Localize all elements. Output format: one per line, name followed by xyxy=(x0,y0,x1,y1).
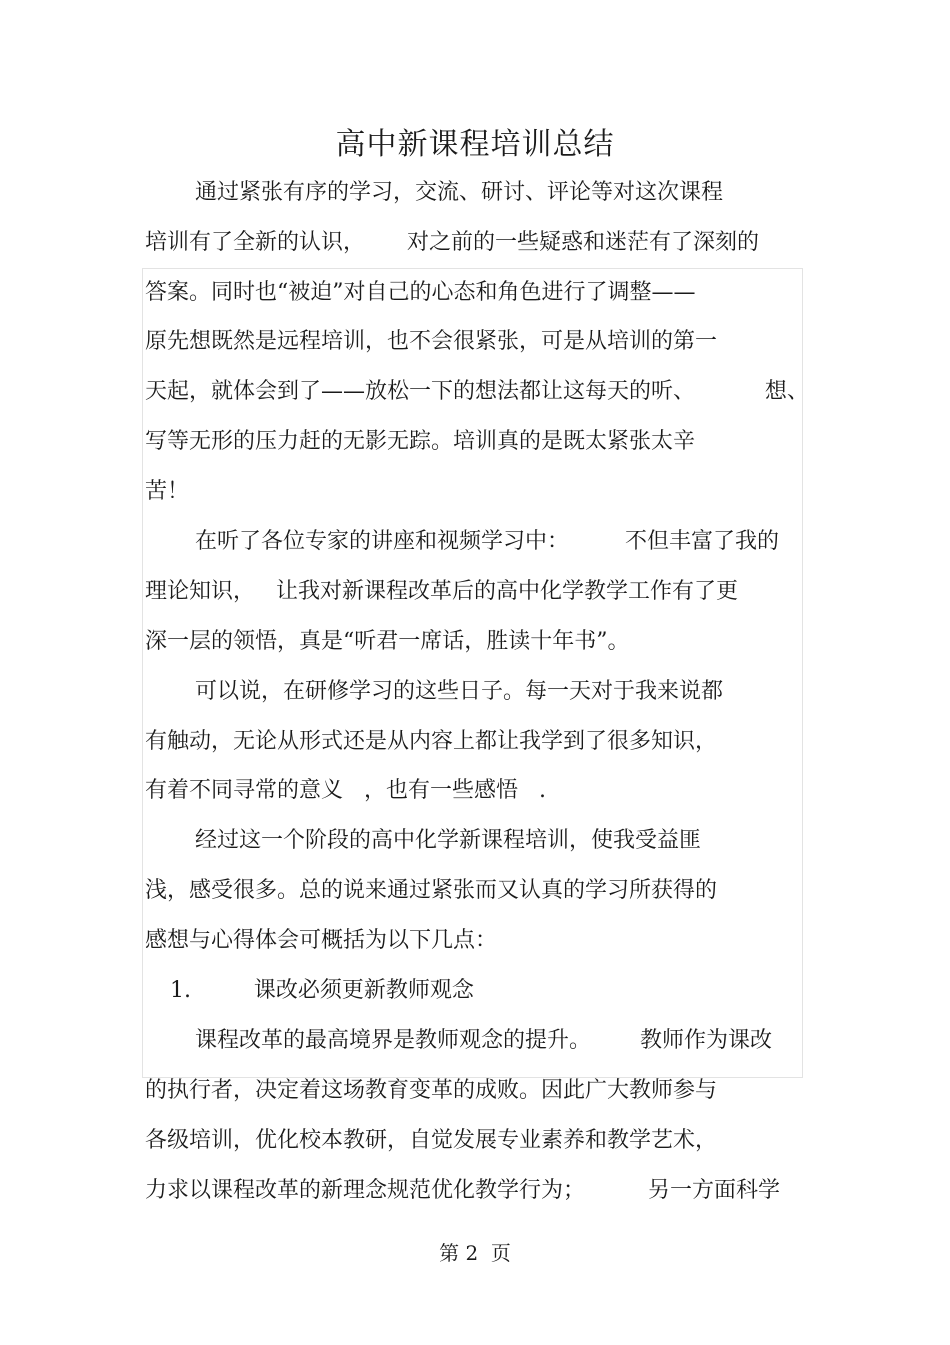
text-line-9: 理论知识， 让我对新课程改革后的高中化学教学工作有了更 xyxy=(145,579,738,604)
text-line-4: 原先想既然是远程培训，也不会很紧张，可是从培训的第一 xyxy=(145,329,718,354)
text-line-1: 通过紧张有序的学习，交流、研讨、评论等对这次课程 xyxy=(195,180,724,205)
section-heading-1: 1. 课改必须更新教师观念 xyxy=(170,978,474,1003)
text-line-3: 答案。同时也“被迫”对自己的心态和角色进行了调整—— xyxy=(145,280,696,305)
text-line-8: 在听了各位专家的讲座和视频学习中： 不但丰富了我的 xyxy=(195,529,779,554)
text-line-7: 苦！ xyxy=(145,479,190,504)
text-line-15: 浅，感受很多。总的说来通过紧张而又认真的学习所获得的 xyxy=(145,878,718,903)
text-line-12: 有触动，无论从形式还是从内容上都让我学到了很多知识， xyxy=(145,729,718,754)
text-line-14: 经过这一个阶段的高中化学新课程培训，使我受益匪 xyxy=(195,828,702,853)
text-line-16: 感想与心得体会可概括为以下几点： xyxy=(145,928,498,953)
text-line-2: 培训有了全新的认识， 对之前的一些疑惑和迷茫有了深刻的 xyxy=(145,230,759,255)
text-line-6: 写等无形的压力赶的无影无踪。培训真的是既太紧张太辛 xyxy=(145,429,696,454)
document-title: 高中新课程培训总结 xyxy=(335,127,615,162)
text-line-11: 可以说，在研修学习的这些日子。每一天对于我来说都 xyxy=(195,679,724,704)
text-line-18: 课程改革的最高境界是教师观念的提升。 教师作为课改 xyxy=(195,1028,772,1053)
text-line-5: 天起，就体会到了——放松一下的想法都让这每天的听、 想、 xyxy=(145,379,809,404)
text-line-20: 各级培训，优化校本教研，自觉发展专业素养和教学艺术， xyxy=(145,1128,718,1153)
text-line-13: 有着不同寻常的意义 ，也有一些感悟 . xyxy=(145,778,546,803)
text-line-10: 深一层的领悟，真是“听君一席话，胜读十年书”。 xyxy=(145,629,630,654)
text-line-19: 的执行者，决定着这场教育变革的成败。因此广大教师参与 xyxy=(145,1078,718,1103)
page-number: 第 2 页 xyxy=(439,1241,511,1265)
text-line-21: 力求以课程改革的新理念规范优化教学行为； 另一方面科学 xyxy=(145,1178,780,1203)
